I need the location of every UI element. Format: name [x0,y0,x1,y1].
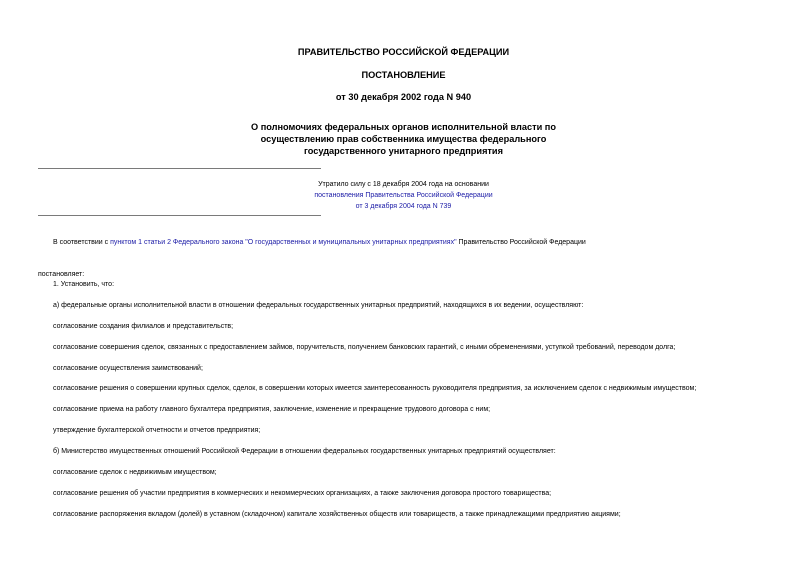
subitem-b-intro: б) Министерство имущественных отношений Российской Федерации в отношении федеральных государственных унитарных предприятий осуществляет: [53,448,556,455]
list-item: согласование распоряжения вкладом (долей) в уставном (складочном) капитале хозяйственных обществ или товариществ, а также принадлежащими предприятию акциями; [53,511,621,518]
document-date-number: от 30 декабря 2002 года N 940 [335,92,472,102]
list-item: согласование сделок с недвижимым имуществом; [53,469,217,476]
repeal-note-text: Утратило силу с 18 декабря 2004 года на основании [318,181,489,188]
list-item: согласование приема на работу главного бухгалтера предприятия, заключение, изменение и прекращение трудового договора с ним; [53,406,491,413]
document-type-heading: ПОСТАНОВЛЕНИЕ [361,70,446,80]
document-title [0,121,807,157]
title-line: осуществлению прав собственника имущества федерального [260,134,547,144]
title-line: О полномочиях федеральных органов исполнительной власти по [251,122,556,132]
preamble-prefix: В соответствии с [53,239,111,246]
repeal-note [0,179,807,212]
preamble-paragraph [53,238,586,247]
resolves-text: постановляет: [38,271,85,278]
federal-law-link[interactable]: пунктом 1 статьи 2 Федерального закона "О государственных и муниципальных унитарных предприятиях" [110,239,457,246]
subitem-a-intro: а) федеральные органы исполнительной власти в отношении федеральных государственных унитарных предприятий, находящихся в их ведении, осуществляют: [53,302,584,309]
list-item: согласование решения о совершении крупных сделок, сделок, в совершении которых имеется заинтересованность руководителя предприятия, за исключением сделок с недвижимым имуществом; [53,385,697,392]
divider-top [38,168,321,169]
government-heading: ПРАВИТЕЛЬСТВО РОССИЙСКОЙ ФЕДЕРАЦИИ [297,47,510,57]
preamble-suffix: Правительство Российской Федерации [456,239,586,246]
list-item: согласование совершения сделок, связанных с предоставлением займов, поручительств, получением банковских гарантий, с иными обременениями, уступкой требований, переводом долга; [53,344,676,351]
item-1: 1. Установить, что: [53,281,115,288]
list-item: согласование решения об участии предприятия в коммерческих и некоммерческих организациях, а также заключения договора простого товарищества; [53,490,552,497]
repeal-note-link-date[interactable]: от 3 декабря 2004 года N 739 [355,203,452,210]
list-item: согласование создания филиалов и представительств; [53,323,234,330]
list-item: согласование осуществления заимствований; [53,365,203,372]
repeal-note-link[interactable]: постановления Правительства Российской Федерации [314,192,493,199]
title-line: государственного унитарного предприятия [304,146,503,156]
list-item: утверждение бухгалтерской отчетности и отчетов предприятия; [53,427,261,434]
divider-bottom [38,215,321,216]
